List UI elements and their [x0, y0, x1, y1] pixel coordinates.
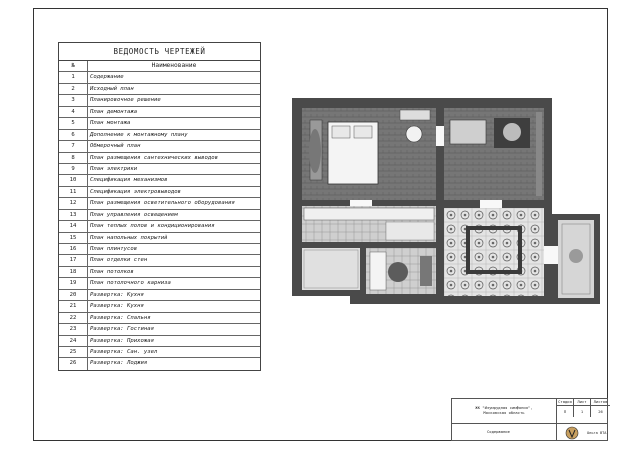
row-name: План теплых полов и кондиционирования	[90, 223, 215, 230]
drawing-list-row	[59, 84, 260, 95]
drawing-list-row	[59, 336, 260, 347]
row-number: 9	[59, 164, 88, 174]
title-block-columns	[556, 399, 610, 417]
sheets-cell	[591, 399, 610, 417]
drawing-list-table	[58, 42, 261, 371]
row-name: Развертка: Лоджия	[90, 360, 148, 367]
row-name: Спецификация электровыводов	[90, 188, 181, 195]
sheet-name: Содержание	[487, 429, 510, 434]
stage-label: Стадия	[558, 399, 572, 404]
row-name: План потолочного карниза	[90, 280, 171, 287]
row-name: План размещения осветительного оборудования	[90, 200, 235, 207]
project-line-2: Московская область	[483, 410, 525, 415]
row-name: План демонтажа	[90, 108, 138, 115]
drawing-list-row	[59, 198, 260, 209]
row-number: 22	[59, 313, 88, 323]
row-number: 7	[59, 141, 88, 151]
row-number: 4	[59, 107, 88, 117]
drawing-list-row	[59, 233, 260, 244]
drawing-list-row	[59, 164, 260, 175]
sheet-label: Лист	[574, 399, 590, 406]
drawing-list-row	[59, 210, 260, 221]
row-number: 20	[59, 290, 88, 300]
row-name: Исходный план	[90, 85, 134, 92]
row-number: 24	[59, 336, 88, 346]
row-name: План монтажа	[90, 120, 131, 127]
drawing-list-row	[59, 244, 260, 255]
drawing-list-row	[59, 72, 260, 83]
row-name: Развертка: Кухня	[90, 303, 144, 310]
row-name: Спецификация механизмов	[90, 177, 168, 184]
row-number: 16	[59, 244, 88, 254]
drawing-list-row	[59, 95, 260, 106]
sheet-value: 1	[580, 409, 584, 414]
row-number: 23	[59, 324, 88, 334]
row-name: Развертка: Кухня	[90, 291, 144, 298]
row-name: Развертка: Прихожая	[90, 337, 154, 344]
stage-value: П	[563, 409, 567, 414]
stage-cell	[557, 399, 574, 417]
drawing-list-row	[59, 347, 260, 358]
row-number: 8	[59, 153, 88, 163]
row-number: 13	[59, 210, 88, 220]
row-number: 2	[59, 84, 88, 94]
row-number: 21	[59, 301, 88, 311]
row-name: Развертка: Сан. узел	[90, 348, 158, 355]
row-name: План электрики	[90, 165, 138, 172]
drawing-list-row	[59, 175, 260, 186]
row-number: 3	[59, 95, 88, 105]
title-block-vertical-divider	[556, 417, 557, 440]
title-block-divider	[452, 423, 607, 424]
row-name: План размещения сантехнических выводов	[90, 154, 218, 161]
title-block	[451, 398, 608, 441]
row-number: 17	[59, 255, 88, 265]
drawing-list-row	[59, 313, 260, 324]
row-number: 26	[59, 358, 88, 369]
drawing-list-row	[59, 358, 260, 369]
row-number: 12	[59, 198, 88, 208]
drawing-list-row	[59, 130, 260, 141]
drawing-list-row	[59, 141, 260, 152]
row-name: Развертка: Спальня	[90, 314, 151, 321]
col-name-header: Наименование	[151, 62, 197, 69]
sheets-label: Листов	[591, 399, 610, 406]
project-name	[454, 405, 554, 415]
row-number: 6	[59, 130, 88, 140]
drawing-list-row	[59, 107, 260, 118]
drawing-list-row	[59, 301, 260, 312]
row-name: План напольных покрытий	[90, 234, 168, 241]
author-name: Ольга ВТА	[587, 431, 607, 435]
row-name: План плинтусов	[90, 246, 138, 252]
row-name: План отделки стен	[90, 257, 148, 264]
row-number: 15	[59, 233, 88, 243]
row-number: 5	[59, 118, 88, 128]
row-name: Содержание	[90, 74, 124, 81]
drawing-list-rows	[59, 72, 260, 369]
drawing-list-header	[59, 61, 260, 72]
row-number: 10	[59, 175, 88, 185]
row-name: План потолков	[90, 268, 134, 275]
project-line-1: ЖК "Изумрудная симфония",	[475, 405, 533, 410]
drawing-list-row	[59, 187, 260, 198]
row-number: 1	[59, 72, 88, 82]
drawing-list-row	[59, 153, 260, 164]
row-number: 18	[59, 267, 88, 277]
studio-logo-icon	[564, 426, 580, 440]
drawing-list-row	[59, 221, 260, 232]
sheet-cell	[574, 399, 591, 417]
sheets-value: 26	[598, 409, 603, 414]
col-num-header: №	[59, 61, 88, 71]
floor-plan	[290, 96, 604, 304]
row-number: 14	[59, 221, 88, 231]
row-name: Дополнение к монтажному плану	[90, 131, 188, 138]
drawing-list-row	[59, 118, 260, 129]
row-name: План управления освещением	[90, 211, 178, 218]
drawing-list-title: ВЕДОМОСТЬ ЧЕРТЕЖЕЙ	[59, 43, 260, 61]
row-number: 11	[59, 187, 88, 197]
drawing-list-row	[59, 278, 260, 289]
row-name: Обмерочный план	[90, 143, 141, 150]
drawing-list-row	[59, 324, 260, 335]
row-name: Развертка: Гостиная	[90, 326, 154, 333]
drawing-list-row	[59, 267, 260, 278]
row-number: 25	[59, 347, 88, 357]
row-name: Планировочное решение	[90, 97, 161, 104]
drawing-list-row	[59, 255, 260, 266]
drawing-list-row	[59, 290, 260, 301]
row-number: 19	[59, 278, 88, 288]
